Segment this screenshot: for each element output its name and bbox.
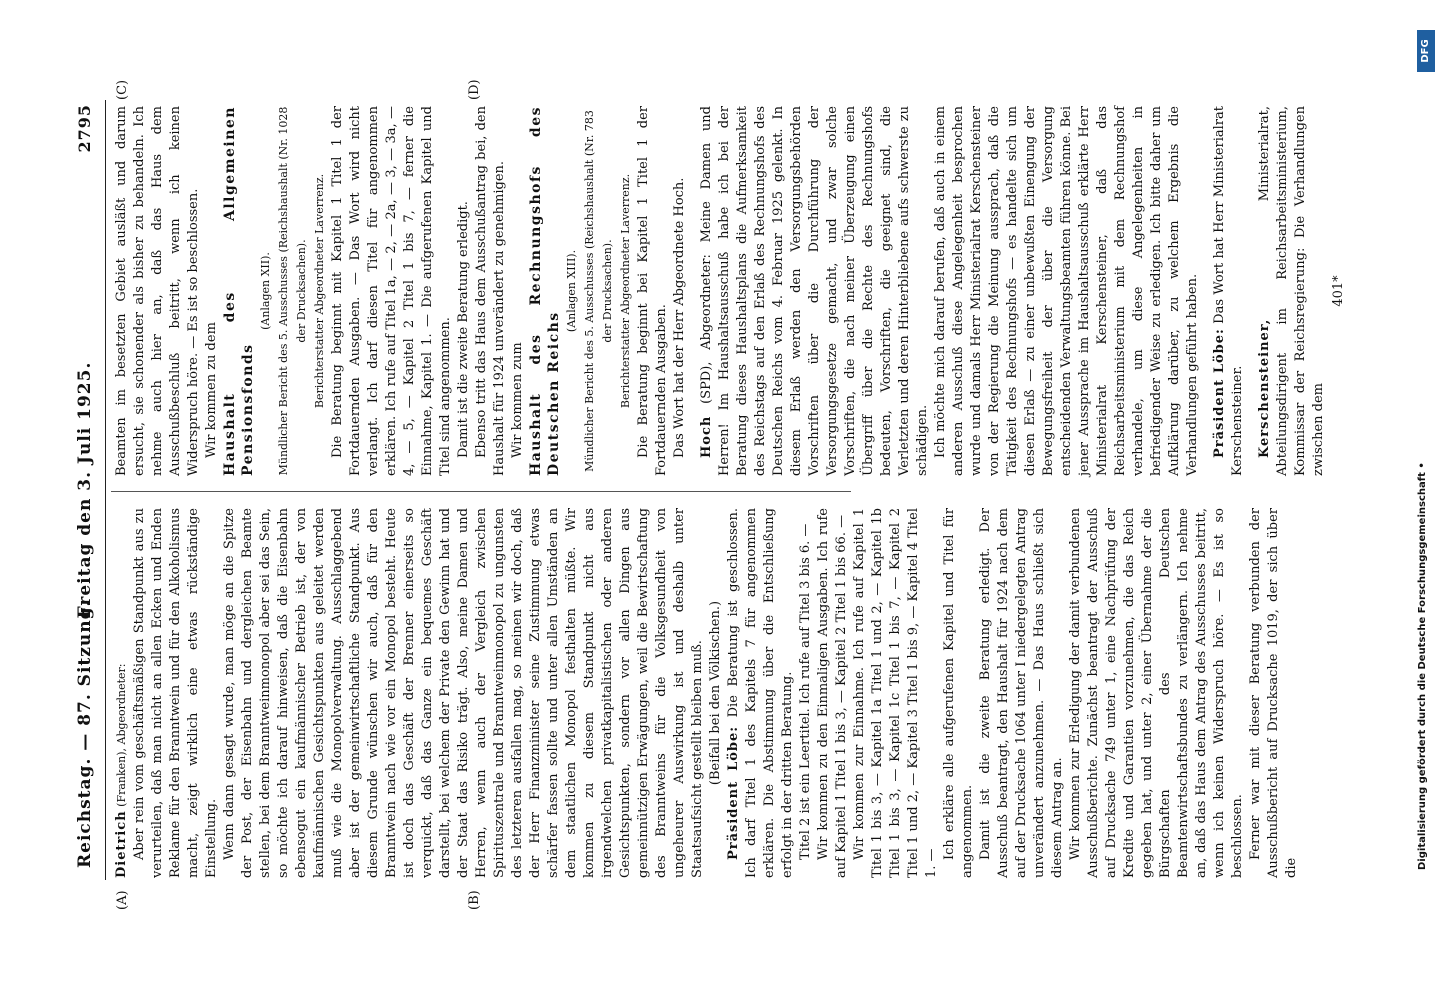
speaker-name: Präsident Löbe: <box>1212 328 1227 458</box>
speaker-name: Präsident Löbe: <box>726 725 741 860</box>
left-column <box>113 508 1299 878</box>
dfg-logo-text: DFG <box>1420 39 1431 63</box>
margin-marker-d: (D) <box>467 79 482 100</box>
right-column <box>113 106 1346 476</box>
body-paragraph: Aber rein vom geschäftsmäßigen Standpunkt aus zu verurteilen, daß man nicht an allen Ecken und Enden Reklame für den Branntwein und für den Alkoholismus macht, zeigt wirklich eine etwas rückständige Einstellung. <box>132 508 219 878</box>
section-heading: Haushalt des Rechnungshofs des Deutschen Reichs <box>528 106 562 476</box>
header-left: Reichstag. — 87. Sitzung. <box>75 599 95 868</box>
section-subline: (Anlagen XIII). <box>565 249 578 333</box>
digitization-credit: Digitalisierung gefördert durch die Deutsche Forschungsgemeinschaft • <box>1417 462 1428 870</box>
margin-marker-a: (A) <box>115 890 130 910</box>
section-subline: (Anlagen XII). <box>259 252 272 330</box>
body-paragraph: Das Wort hat der Herr Abgeordnete Hoch. <box>672 177 687 458</box>
section-subline: Mündlicher Bericht des 5. Ausschusses (Reichshaushalt (Nr. 1028 der Drucksachen). <box>277 106 308 476</box>
rotated-page <box>75 79 1346 910</box>
body-paragraph: Damit ist die zweite Beratung erledigt. Der Ausschuß beantragt, den Haushalt für 1924 nach dem auf der Drucksache 1064 unter I niedergelegten Antrag unverändert anzunehmen. — Das Haus schließt sich diesem Antrag an. <box>978 508 1065 878</box>
section-subline: Berichterstatter Abgeordneter Laverrenz. <box>313 173 326 409</box>
speech-text: Die Beratung ist geschlossen. Ich darf Titel 1 des Kapitels 7 für angenommen erklären. Die Abstimmung über die Entschließung erfolgt in der dritten Beratung. <box>726 508 795 878</box>
body-paragraph: Ferner war mit dieser Beratung verbunden der Ausschußbericht auf Drucksache 1019, der sich über die <box>1248 508 1299 878</box>
body-paragraph: Die Beratung beginnt mit Kapitel 1 Titel 1 der Fortdauernden Ausgaben. — Das Wort wird nicht verlangt. Ich darf diesen Titel für angenommen erklären. Ich rufe auf Titel 1a, — 2, — 2a, — 3, — 3a, — 4, — 5, — Kapitel 2 Titel 1 bis 7, — ferner die Einnahme, Kapitel 1. — Die aufgerufenen Kapitel und Titel sind angenommen. <box>330 106 453 476</box>
speech-text: (SPD), Abgeordneter: Meine Damen und Herren! Im Haushaltsausschuß habe ich bei der Beratung dieses Haushaltsplans die Aufmerksamkeit des Reichstags auf den Erlaß des Rechnungshofs des Deutschen Reichs vom 4. Februar 1925 gelenkt. In diesem Erlaß werden den Versorgungsbehörden Vorschriften über die Durchführung der Versorgungsgesetze gemacht, und zwar solche Vorschriften, die nach meiner Überzeugung einen Übergriff über die Rechte des Rechnungshofs bedeuten, Vorschriften, die geeignet sind, die Verletzten und deren Hinterbliebene aufs schwerste zu schädigen. <box>699 106 930 476</box>
header-rule <box>105 100 106 880</box>
body-paragraph: Die Beratung beginnt bei Kapitel 1 Titel 1 der Fortdauernden Ausgaben. <box>636 106 669 476</box>
speaker-name: Dietrich <box>114 810 129 878</box>
speaker-line <box>113 508 131 878</box>
column-divider <box>111 491 851 492</box>
body-paragraph: Wir kommen zu dem <box>204 322 219 458</box>
paragraph-gap <box>689 106 698 476</box>
body-paragraph: Ich erkläre alle aufgerufenen Kapitel und Titel für angenommen. <box>942 508 975 878</box>
section-subline: Mündlicher Bericht des 5. Ausschusses (Reichshaushalt (Nr. 783 der Drucksachen). <box>583 110 614 472</box>
speech-paragraph <box>1256 106 1328 476</box>
body-paragraph: Wir kommen zu den Einmaligen Ausgaben. Ich rufe auf Kapitel 1 Titel 1 bis 3, — Kapitel 2 Titel 1 bis 66. — <box>816 508 849 878</box>
stage-direction: (Beifall bei den Völkischen.) <box>708 600 723 786</box>
speech-text: Ministerialrat, Abteilungsdirigent im Reichsarbeitsministerium, Kommissar der Reichsregierung: Die Verhandlungen zwischen dem <box>1257 106 1326 476</box>
body-paragraph: Titel 2 ist ein Leertitel. Ich rufe auf Titel 3 bis 6. — <box>798 523 813 860</box>
speaker-name: Kerschensteiner, <box>1257 318 1272 458</box>
body-paragraph: Wir kommen zur Einnahme. Ich rufe auf Kapitel 1 Titel 1 bis 3, — Kapitel 1a Titel 1 und 2, — Kapitel 1b Titel 1 bis 3, — Kapitel 1c Titel 1 bis 7, — Kapitel 2 Titel 1 und 2, — Kapitel 3 Titel 1 bis 9, — Kapitel 4 Titel 1. — <box>852 508 939 878</box>
speech-paragraph <box>725 508 797 878</box>
page-number: 2795 <box>75 104 94 153</box>
margin-marker-c: (C) <box>115 79 130 100</box>
body-paragraph: Beamten im besetzten Gebiet ausläßt und darum ersucht, sie schonender als bisher zu behandeln. Ich nehme auch hier an, daß das Haus dem Ausschußbeschluß beitritt, wenn ich keinen Widerspruch höre. — Es ist so beschlossen. <box>114 106 201 476</box>
body-paragraph: Ich möchte mich darauf berufen, daß auch in einem anderen Ausschuß diese Angelegenheit besprochen wurde und damals Herr Ministerialrat Kerschensteiner von der Regierung die Meinung aussprach, daß die Tätigkeit des Rechnungshofs — es handelte sich um diesen Erlaß — zu einer unbewußten Einengung der Bewegungsfreiheit der über die Versorgung entscheidenden Verwaltungsbeamten führen könne. Bei jener Aussprache im Haushaltsausschuß erklärte Herr Ministerialrat Kerschensteiner, daß das Reichsarbeitsministerium mit dem Rechnungshof verhandele, um diese Angelegenheiten in befriedigender Weise zu erledigen. Ich bitte daher um Aufklärung darüber, zu welchem Ergebnis die Verhandlungen geführt haben. <box>933 106 1200 476</box>
signature-mark: 401* <box>1331 275 1346 307</box>
body-paragraph: Wenn dann gesagt wurde, man möge an die Spitze der Post, der Eisenbahn und dergleichen Beamte stellen, bei dem Branntweinmonopol aber sei das Sein, so möchte ich darauf hinweisen, daß die Eisenbahn ebensogut ein kaufmännischer Betrieb ist, der von kaufmännischen Gesichtspunkten aus geleitet werden muß wie die Monopolverwaltung. Ausschlaggebend aber ist der gemeinwirtschaftliche Standpunkt. Aus diesem Grunde wünschen wir auch, daß für den Branntwein nach wie vor ein Monopol besteht. Heute ist doch das Geschäft der Brenner einerseits so verquickt, daß das Ganze ein bequemes Geschäft darstellt, bei welchem der Private den Gewinn hat und der Staat das Risiko trägt. Also, meine Damen und Herren, wenn auch der Vergleich zwischen Spirituszentrale und Branntweinmonopol zu ungunsten des letzteren ausfallen mag, so meinen wir doch, daß der Herr Finanzminister seine Zustimmung etwas schärfer fassen sollte und unter allen Umständen an dem staatlichen Monopol festhalten müßte. Wir kommen zu diesem Standpunkt nicht aus irgendwelchen privatkapitalistischen oder anderen Gesichtspunkten, sondern vor allen Dingen aus gemeinnützigen Erwägungen, weil die Bewirtschaftung des Branntweins für die Volksgesundheit von ungeheurer Auswirkung ist und deshalb unter Staatsaufsicht gestellt bleiben muß. <box>222 508 705 878</box>
speech-paragraph <box>1211 106 1247 476</box>
paragraph-gap <box>1247 106 1256 476</box>
body-paragraph: Ebenso tritt das Haus dem Ausschußantrag bei, den Haushalt für 1924 unverändert zu genehmigen. <box>474 106 507 476</box>
speech-paragraph <box>698 106 932 476</box>
header-center: Freitag den 3. Juli 1925. <box>75 361 95 619</box>
paragraph-gap <box>1202 106 1211 476</box>
section-heading: Haushalt des Allgemeinen Pensionsfonds <box>222 106 256 476</box>
body-paragraph: Damit ist die zweite Beratung erledigt. <box>456 201 471 458</box>
speaker-role: (Franken), Abgeordneter: <box>115 663 128 811</box>
section-subline: Berichterstatter Abgeordneter Laverrenz. <box>619 173 632 409</box>
body-paragraph: Wir kommen zur Erledigung der damit verbundenen Ausschußberichte. Zunächst beantragt der Ausschuß auf Drucksache 749 unter 1, eine Nachprüfung der Kredite und Garantien vorzunehmen, die das Reich gegeben hat, und unter 2, einer Übernahme der die Bürgschaften des Deutschen Beamtenwirtschaftsbundes zu verlängern. Ich nehme an, daß das Haus dem Antrag des Ausschusses beitritt, wenn ich keinen Widerspruch höre. — Es ist so beschlossen. <box>1068 508 1245 878</box>
margin-marker-b: (B) <box>467 890 482 910</box>
speech-text: Das Wort hat Herr Ministerialrat Kerschensteiner. <box>1212 106 1245 476</box>
dfg-logo <box>1417 30 1435 72</box>
speaker-name: Hoch <box>699 415 714 458</box>
body-paragraph: Wir kommen zum <box>510 342 525 458</box>
